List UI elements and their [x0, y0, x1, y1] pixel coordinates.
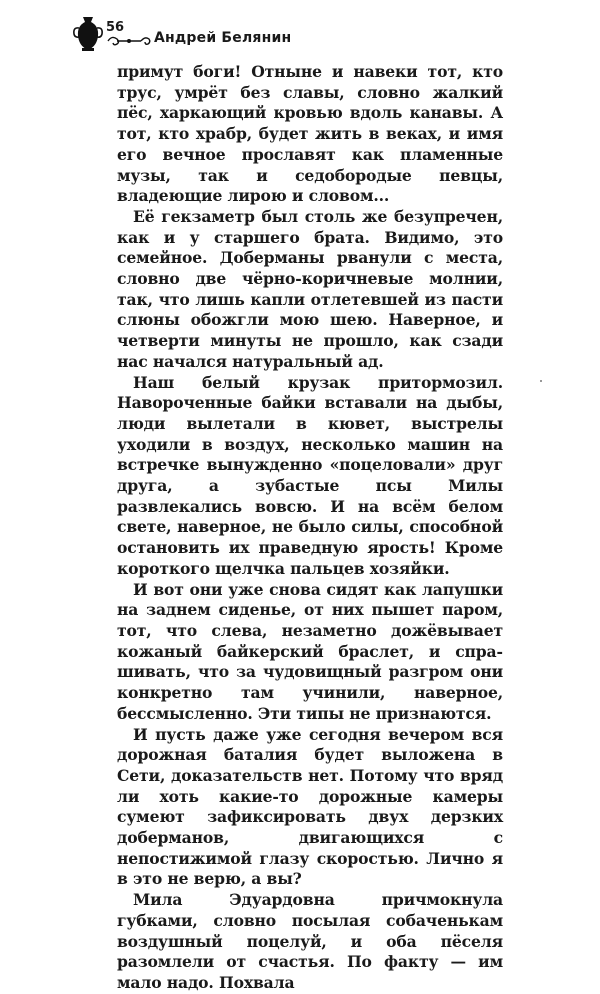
paragraph: примут боги! Отныне и навеки тот, кто трус, умрёт без славы, словно жалкий пёс, харкающий кровью вдоль канавы. А тот, кто храбр, будет жить в веках, и имя его вечное прославят как пламенные музы, так и седобородые певцы, владеющие лирою и словом... [117, 62, 503, 206]
scroll-ornament-icon [106, 34, 152, 48]
paragraph: И вот они уже снова сидят как лапушки на заднем сиденье, от них пышет паром, тот, что слева, незаметно дожёвывает кожаный байкерский браслет, и спрашивать, что за чудовищный разгром они конкретно там учинили, наверное, бессмысленно. Эти типы не признаются. [117, 579, 503, 723]
vase-icon [72, 14, 104, 52]
author-name: Андрей Белянин [154, 30, 292, 46]
page-header [72, 14, 532, 54]
paragraph: Её гекзаметр был столь же безупречен, как и у старшего брата. Видимо, это семейное. Доберманы рванули с места, словно две чёрно-коричневые молнии, так, что лишь капли отлетевшей из пасти слюны обожгли мою шею. Наверное, и четверти минуты не прошло, как сзади нас начался натуральный ад. [117, 206, 503, 371]
paragraph: И пусть даже уже сегодня вечером вся дорожная баталия будет выложена в Сети, доказательств нет. Потому что вряд ли хоть какие-то дорожные камеры сумеют зафиксировать двух дерзких доберманов, двигающихся с непостижимой глазу скоростью. Лично я в это не верю, а вы? [117, 724, 503, 889]
paragraph: Мила Эдуардовна причмокнула губками, словно посылая собаченькам воздушный поцелуй, и оба пёселя разомлели от счастья. По факту — им мало надо. Похвала [117, 890, 503, 992]
paragraph: Наш белый крузак притормозил. Навороченные байки вставали на дыбы, люди вылетали в кювет, выстрелы уходили в воздух, несколько машин на встречке вынужденно «поцеловали» друг друга, а зубастые псы Милы развлекались вовсю. И на всём белом свете, наверное, не было силы, способной остановить их праведную ярость! Кроме короткого щелчка пальцев хозяйки. [117, 372, 503, 578]
print-speck [540, 380, 542, 382]
body-text [117, 62, 503, 994]
page-number: 56 [106, 20, 125, 35]
